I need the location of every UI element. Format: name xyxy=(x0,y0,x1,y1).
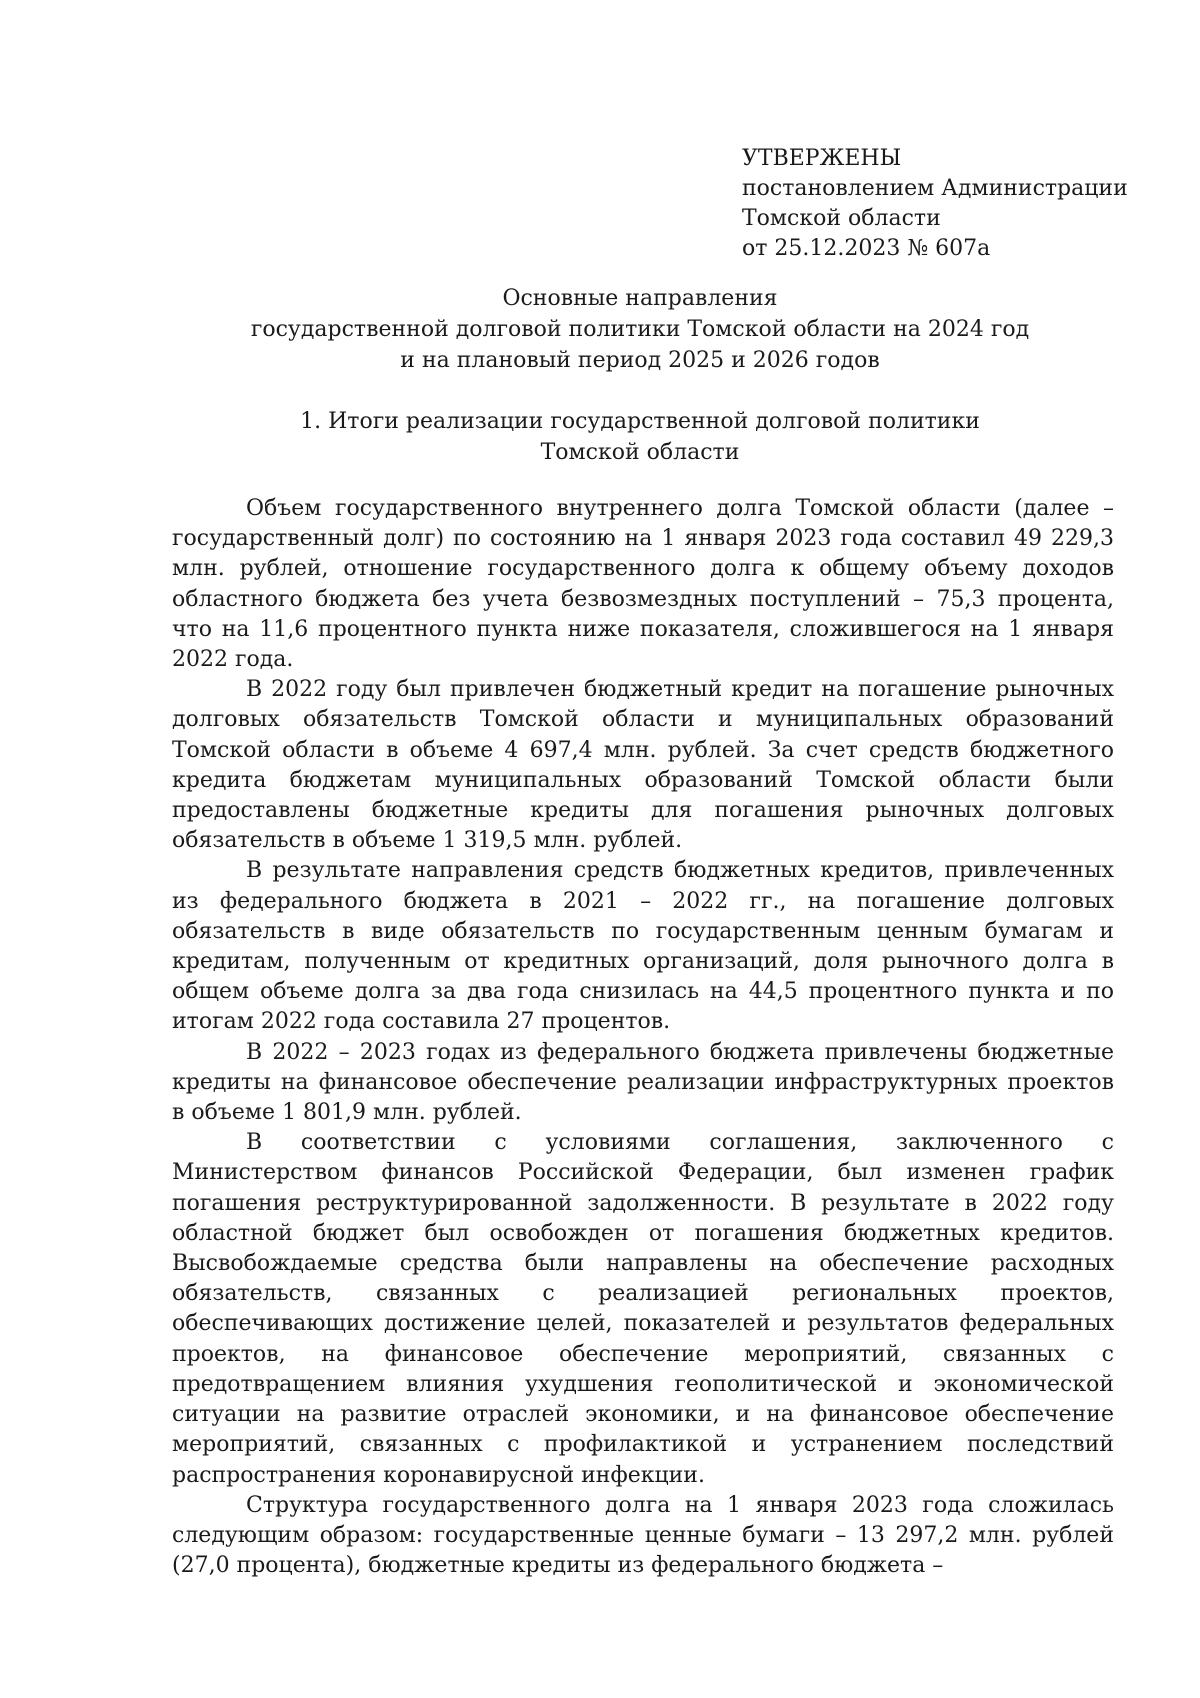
paragraph: В соответствии с условиями соглашения, заключенного с Министерством финансов Российской Федерации, был изменен график погашения реструктурированной задолженности. В результате в 2022 году областной бюджет был освобожден от погашения бюджетных кредитов. Высвобождаемые средства были направлены на обеспечение расходных обязательств, связанных с реализацией региональных проектов, обеспечивающих достижение целей, показателей и результатов федеральных проектов, на финансовое обеспечение мероприятий, связанных с предотвращением влияния ухудшения геополитической и экономической ситуации на развитие отраслей экономики, и на финансовое обеспечение мероприятий, связанных с профилактикой и устранением последствий распространения коронавирусной инфекции. xyxy=(172,1130,1114,1488)
paragraph: В 2022 году был привлечен бюджетный кредит на погашение рыночных долговых обязательств Томской области и муниципальных образований Томской области в объеме 4 697,4 млн. рублей. За счет средств бюджетного кредита бюджетам муниципальных образований Томской области были предоставлены бюджетные кредиты для погашения рыночных долговых обязательств в объеме 1 319,5 млн. рублей. xyxy=(172,677,1114,854)
section-heading-line-2: Томской области xyxy=(540,440,740,465)
section-heading-line-1: 1. Итоги реализации государственной долговой политики xyxy=(300,409,980,434)
document-title xyxy=(170,283,1110,376)
title-line-3: и на плановый период 2025 и 2026 годов xyxy=(400,348,880,373)
section-heading xyxy=(170,406,1110,468)
section-body xyxy=(172,494,1114,1581)
paragraph: Объем государственного внутреннего долга Томской области (далее – государственный долг) по состоянию на 1 января 2023 года составил 49 229,3 млн. рублей, отношение государственного долга к общему объему доходов областного бюджета без учета безвозмездных поступлений – 75,3 процента, что на 11,6 процентного пункта ниже показателя, сложившегося на 1 января 2022 года. xyxy=(172,496,1114,673)
approval-region: Томской области xyxy=(742,206,941,231)
paragraph: Структура государственного долга на 1 января 2023 года сложилась следующим образом: государственные ценные бумаги – 13 297,2 млн. рублей (27,0 процента), бюджетные кредиты из федерального бюджета – xyxy=(172,1492,1114,1579)
paragraph: В результате направления средств бюджетных кредитов, привлеченных из федерального бюджета в 2021 – 2022 гг., на погашение долговых обязательств в виде обязательств по государственным ценным бумагам и кредитам, полученным от кредитных организаций, доля рыночного долга в общем объеме долга за два года снизилась на 44,5 процентного пункта и по итогам 2022 года составила 27 процентов. xyxy=(172,858,1114,1035)
approval-date-number: от 25.12.2023 № 607а xyxy=(742,236,991,261)
title-line-2: государственной долговой политики Томской области на 2024 год xyxy=(250,317,1030,342)
approval-decree: постановлением Администрации xyxy=(742,176,1128,201)
approval-stamp xyxy=(742,144,1128,264)
title-line-1: Основные направления xyxy=(502,286,778,311)
approval-status: УТВЕРЖЕНЫ xyxy=(742,146,902,171)
paragraph: В 2022 – 2023 годах из федерального бюджета привлечены бюджетные кредиты на финансовое обеспечение реализации инфраструктурных проектов в объеме 1 801,9 млн. рублей. xyxy=(172,1039,1114,1126)
